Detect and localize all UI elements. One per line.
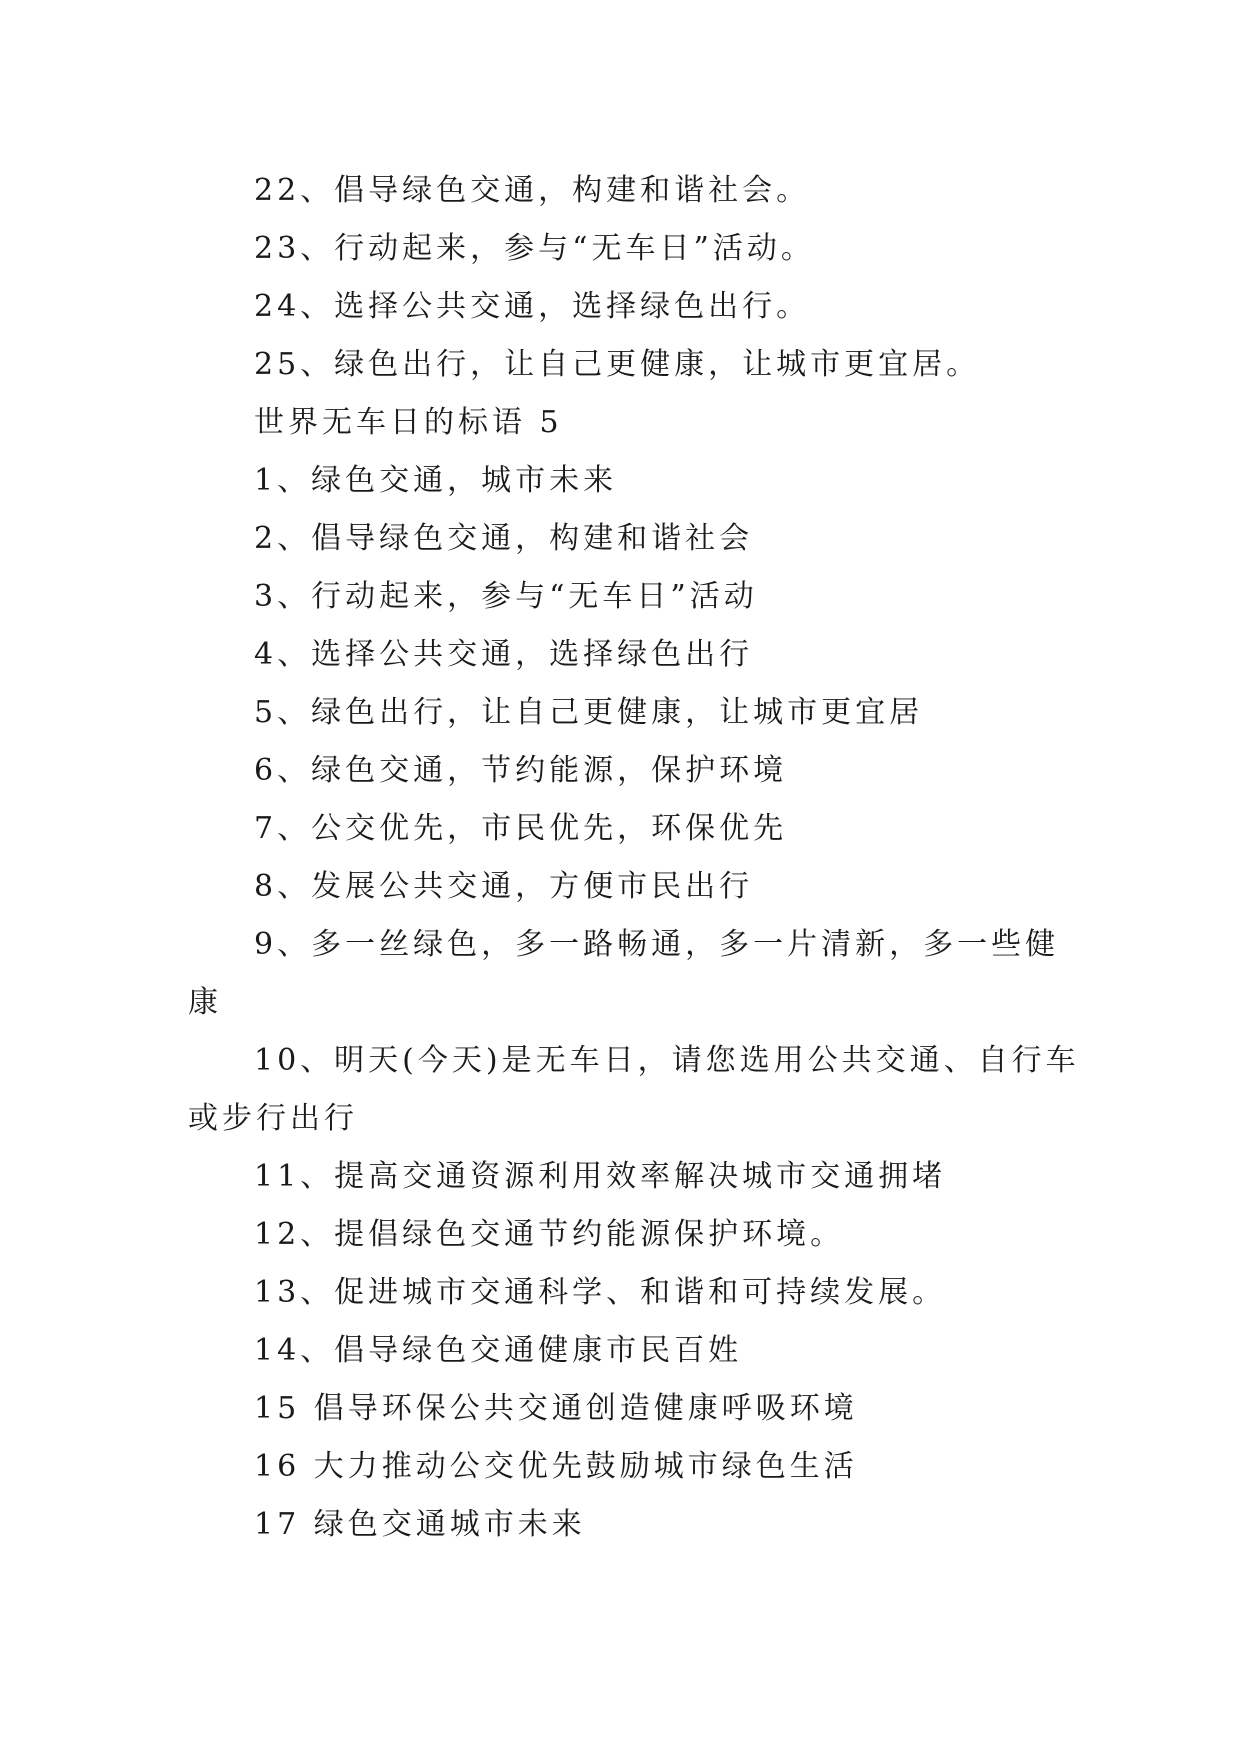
text-line: 9、多一丝绿色，多一路畅通，多一片清新，多一些健 [254,927,1060,962]
text-line: 12、提倡绿色交通节约能源保护环境。 [254,1217,845,1252]
text-line: 24、选择公共交通，选择绿色出行。 [254,289,811,324]
text-line: 2、倡导绿色交通，构建和谐社会 [254,521,754,556]
text-line: 11、提高交通资源利用效率解决城市交通拥堵 [254,1159,947,1194]
text-line: 5、绿色出行，让自己更健康，让城市更宜居 [254,695,924,730]
text-line: 6、绿色交通，节约能源，保护环境 [254,753,788,788]
text-line: 3、行动起来，参与“无车日”活动 [254,579,758,614]
text-line: 15 倡导环保公共交通创造健康呼吸环境 [254,1391,858,1426]
text-line-continuation: 或步行出行 [188,1101,358,1136]
text-line: 10、明天(今天)是无车日，请您选用公共交通、自行车 [254,1043,1080,1078]
section-heading: 世界无车日的标语 5 [254,405,563,440]
text-line: 17 绿色交通城市未来 [254,1507,586,1542]
text-line: 8、发展公共交通，方便市民出行 [254,869,754,904]
text-line: 7、公交优先，市民优先，环保优先 [254,811,788,846]
text-line-continuation: 康 [188,985,222,1020]
text-line: 25、绿色出行，让自己更健康，让城市更宜居。 [254,347,981,382]
text-line: 14、倡导绿色交通健康市民百姓 [254,1333,743,1368]
text-line: 13、促进城市交通科学、和谐和可持续发展。 [254,1275,947,1310]
text-line: 23、行动起来，参与“无车日”活动。 [254,231,815,266]
text-line: 1、绿色交通，城市未来 [254,463,618,498]
document-body [188,162,1080,1554]
text-line: 4、选择公共交通，选择绿色出行 [254,637,754,672]
text-line: 22、倡导绿色交通，构建和谐社会。 [254,173,811,208]
text-line: 16 大力推动公交优先鼓励城市绿色生活 [254,1449,858,1484]
